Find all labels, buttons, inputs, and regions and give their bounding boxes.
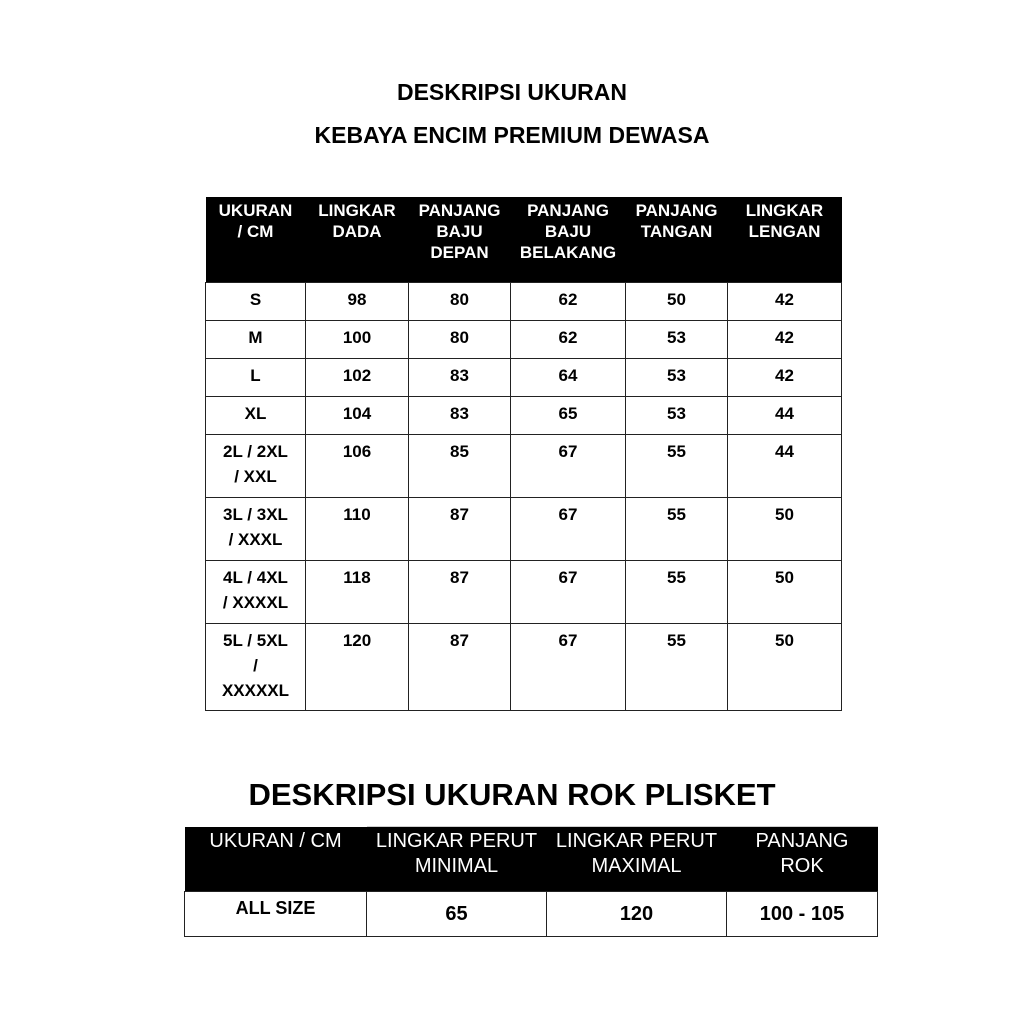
value-cell: 87: [409, 498, 511, 561]
header-text: ROK: [780, 855, 824, 877]
size-text: / XXL: [234, 467, 277, 486]
size-cell: [206, 435, 306, 498]
header-text: LINGKAR PERUT: [555, 830, 718, 852]
table-row: [206, 624, 842, 711]
header-text: TANGAN: [640, 222, 713, 241]
value-cell: 120: [306, 624, 409, 711]
kebaya-size-table: [205, 197, 842, 711]
value-cell: 106: [306, 435, 409, 498]
value-cell: 50: [626, 283, 728, 321]
value-cell: 50: [728, 561, 842, 624]
value-cell: 87: [409, 624, 511, 711]
header-cell: [367, 827, 547, 892]
value-cell: 67: [511, 624, 626, 711]
header-text: BAJU: [544, 222, 592, 241]
size-text: M: [248, 328, 263, 347]
value-cell: 53: [626, 397, 728, 435]
value-cell: 44: [728, 397, 842, 435]
table-row: [206, 498, 842, 561]
value-cell: 102: [306, 359, 409, 397]
header-text: LINGKAR PERUT: [375, 830, 538, 852]
header-text: / CM: [237, 222, 274, 241]
header-text: DADA: [332, 222, 382, 241]
size-cell: [206, 561, 306, 624]
value-cell: 67: [511, 498, 626, 561]
size-text: XL: [244, 404, 267, 423]
value-cell: 62: [511, 283, 626, 321]
header-text: DEPAN: [430, 243, 489, 262]
rok-section-title: DESKRIPSI UKURAN ROK PLISKET: [248, 777, 776, 812]
value-cell: 65: [511, 397, 626, 435]
size-cell: [206, 624, 306, 711]
header-text: UKURAN: [218, 201, 293, 220]
value-cell: 67: [511, 561, 626, 624]
page-title-line-2: KEBAYA ENCIM PREMIUM DEWASA: [314, 122, 710, 148]
page-title-line-1: DESKRIPSI UKURAN: [396, 79, 628, 105]
value-cell: 83: [409, 359, 511, 397]
kebaya-header-row: [206, 197, 842, 283]
size-text: 5L / 5XL: [223, 631, 288, 650]
size-cell: [206, 321, 306, 359]
value-cell: 53: [626, 359, 728, 397]
value-cell: 110: [306, 498, 409, 561]
size-cell: ALL SIZE: [185, 892, 367, 937]
table-row: [206, 321, 842, 359]
header-cell: [206, 197, 306, 283]
header-cell: [185, 827, 367, 892]
header-text: LENGAN: [748, 222, 821, 241]
value-cell: 100 - 105: [727, 892, 878, 937]
header-cell: [547, 827, 727, 892]
value-cell: 55: [626, 624, 728, 711]
size-text: XXXXXL: [221, 681, 290, 700]
header-cell: [511, 197, 626, 283]
header-text: PANJANG: [527, 201, 609, 220]
value-cell: 80: [409, 283, 511, 321]
rok-size-table: [184, 826, 878, 937]
value-cell: 55: [626, 498, 728, 561]
table-row: [206, 561, 842, 624]
size-text: 3L / 3XL: [223, 505, 288, 524]
size-text: S: [249, 290, 262, 309]
value-cell: 80: [409, 321, 511, 359]
header-text: PANJANG: [755, 830, 849, 852]
value-cell: 55: [626, 435, 728, 498]
value-cell: 118: [306, 561, 409, 624]
value-cell: 62: [511, 321, 626, 359]
value-cell: 50: [728, 624, 842, 711]
value-cell: 83: [409, 397, 511, 435]
header-cell: [306, 197, 409, 283]
value-cell: 64: [511, 359, 626, 397]
header-text: MINIMAL: [414, 855, 499, 877]
size-cell: [206, 498, 306, 561]
header-text: LINGKAR: [318, 201, 396, 220]
header-cell: [727, 827, 878, 892]
value-cell: 42: [728, 359, 842, 397]
header-cell: [626, 197, 728, 283]
value-cell: 50: [728, 498, 842, 561]
table-row: [206, 283, 842, 321]
size-cell: [206, 283, 306, 321]
value-cell: 120: [547, 892, 727, 937]
table-row: [206, 435, 842, 498]
value-cell: 67: [511, 435, 626, 498]
header-cell: [409, 197, 511, 283]
size-text: 2L / 2XL: [223, 442, 288, 461]
header-cell: [728, 197, 842, 283]
value-cell: 42: [728, 321, 842, 359]
value-cell: 65: [367, 892, 547, 937]
value-cell: 85: [409, 435, 511, 498]
size-cell: [206, 359, 306, 397]
value-cell: 98: [306, 283, 409, 321]
header-text: UKURAN / CM: [209, 829, 342, 852]
header-text: PANJANG: [635, 201, 718, 220]
header-text: LINGKAR: [745, 201, 824, 220]
rok-header-row: [185, 827, 878, 892]
value-cell: 42: [728, 283, 842, 321]
header-text: MAXIMAL: [591, 855, 682, 877]
header-text: BELAKANG: [519, 243, 617, 262]
table-row: [206, 397, 842, 435]
value-cell: 100: [306, 321, 409, 359]
header-text: PANJANG: [418, 201, 501, 220]
value-cell: 55: [626, 561, 728, 624]
value-cell: 44: [728, 435, 842, 498]
size-text: /: [253, 656, 258, 675]
size-text: 4L / 4XL: [223, 568, 288, 587]
size-cell: [206, 397, 306, 435]
value-cell: 53: [626, 321, 728, 359]
table-row: [185, 892, 878, 937]
size-text: / XXXXL: [222, 593, 289, 612]
value-cell: 104: [306, 397, 409, 435]
size-text: L: [250, 366, 261, 385]
table-row: [206, 359, 842, 397]
size-text: / XXXL: [228, 530, 283, 549]
value-cell: 87: [409, 561, 511, 624]
header-text: BAJU: [436, 222, 483, 241]
